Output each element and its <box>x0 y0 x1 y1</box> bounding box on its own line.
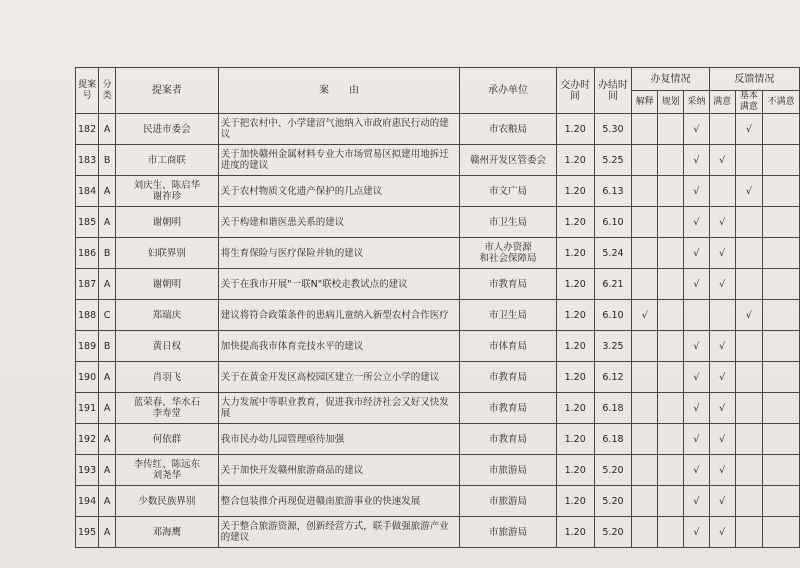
table-row <box>76 269 800 300</box>
row-assign-time: 1.20 <box>556 114 594 145</box>
row-unit: 市卫生局 <box>460 300 557 331</box>
row-basic-mark <box>735 207 763 238</box>
row-assign-time: 1.20 <box>556 362 594 393</box>
row-plan-mark <box>658 486 684 517</box>
row-case: 关于加快赣州金属材料专业大市场贸易区拟建用地拆迁进度的建议 <box>218 145 459 176</box>
row-adopt-mark: √ <box>683 331 709 362</box>
row-explain-mark <box>632 424 658 455</box>
row-adopt-mark: √ <box>683 269 709 300</box>
row-category: A <box>99 362 116 393</box>
row-category: A <box>99 176 116 207</box>
row-adopt-mark <box>683 300 709 331</box>
row-unit: 市旅游局 <box>460 486 557 517</box>
row-done-time: 6.18 <box>594 424 632 455</box>
row-id: 184 <box>76 176 99 207</box>
header-reply-group: 办复情况 <box>632 68 709 91</box>
row-case: 我市民办幼儿园管理亟待加强 <box>218 424 459 455</box>
row-basic-mark <box>735 238 763 269</box>
row-category: A <box>99 393 116 424</box>
row-unit: 市教育局 <box>460 393 557 424</box>
row-assign-time: 1.20 <box>556 517 594 548</box>
row-id: 190 <box>76 362 99 393</box>
row-satisfied-mark: √ <box>709 145 735 176</box>
row-basic-mark: √ <box>735 300 763 331</box>
row-proposer: 妇联界别 <box>116 238 219 269</box>
proposal-table <box>75 67 800 548</box>
row-case: 加快提高我市体育竞技水平的建议 <box>218 331 459 362</box>
row-unit: 市教育局 <box>460 424 557 455</box>
row-plan-mark <box>658 331 684 362</box>
row-case: 关于在我市开展"一联N"联校走教试点的建议 <box>218 269 459 300</box>
row-proposer: 郑瑞庆 <box>116 300 219 331</box>
row-basic-mark <box>735 269 763 300</box>
table-row <box>76 145 800 176</box>
header-id: 提案号 <box>76 68 99 114</box>
row-proposer: 少数民族界别 <box>116 486 219 517</box>
row-unsatisfied-mark <box>763 114 800 145</box>
row-assign-time: 1.20 <box>556 176 594 207</box>
row-id: 186 <box>76 238 99 269</box>
row-adopt-mark: √ <box>683 362 709 393</box>
table-row <box>76 114 800 145</box>
row-id: 187 <box>76 269 99 300</box>
row-category: A <box>99 455 116 486</box>
row-basic-mark <box>735 331 763 362</box>
row-id: 193 <box>76 455 99 486</box>
row-done-time: 5.20 <box>594 455 632 486</box>
row-case: 将生育保险与医疗保险并轨的建议 <box>218 238 459 269</box>
row-category: B <box>99 145 116 176</box>
row-id: 192 <box>76 424 99 455</box>
row-unsatisfied-mark <box>763 331 800 362</box>
row-explain-mark <box>632 207 658 238</box>
row-plan-mark <box>658 424 684 455</box>
row-done-time: 6.10 <box>594 207 632 238</box>
row-id: 191 <box>76 393 99 424</box>
row-explain-mark <box>632 331 658 362</box>
row-done-time: 6.13 <box>594 176 632 207</box>
row-unsatisfied-mark <box>763 455 800 486</box>
row-done-time: 5.24 <box>594 238 632 269</box>
row-basic-mark: √ <box>735 176 763 207</box>
row-unsatisfied-mark <box>763 145 800 176</box>
row-unit: 市体育局 <box>460 331 557 362</box>
row-satisfied-mark <box>709 176 735 207</box>
row-plan-mark <box>658 176 684 207</box>
row-id: 183 <box>76 145 99 176</box>
row-unsatisfied-mark <box>763 424 800 455</box>
row-unsatisfied-mark <box>763 269 800 300</box>
row-explain-mark <box>632 393 658 424</box>
row-done-time: 5.20 <box>594 517 632 548</box>
row-case: 大力发展中等职业教育，促进我市经济社会又好又快发展 <box>218 393 459 424</box>
row-plan-mark <box>658 145 684 176</box>
row-basic-mark <box>735 486 763 517</box>
row-unsatisfied-mark <box>763 393 800 424</box>
row-satisfied-mark: √ <box>709 207 735 238</box>
row-category: C <box>99 300 116 331</box>
table-row <box>76 207 800 238</box>
row-proposer: 蓝荣春、华水石 李寿堂 <box>116 393 219 424</box>
header-proposer: 提案者 <box>116 68 219 114</box>
row-category: B <box>99 331 116 362</box>
row-done-time: 6.12 <box>594 362 632 393</box>
table-row <box>76 486 800 517</box>
row-satisfied-mark: √ <box>709 393 735 424</box>
row-id: 185 <box>76 207 99 238</box>
row-case: 建议将符合政策条件的患病儿童纳入新型农村合作医疗 <box>218 300 459 331</box>
row-case: 关于在黄金开发区高校园区建立一所公立小学的建议 <box>218 362 459 393</box>
row-category: A <box>99 486 116 517</box>
row-unsatisfied-mark <box>763 517 800 548</box>
header-fb-basic: 基本满意 <box>735 91 763 114</box>
row-adopt-mark: √ <box>683 393 709 424</box>
row-assign-time: 1.20 <box>556 424 594 455</box>
row-assign-time: 1.20 <box>556 393 594 424</box>
row-id: 188 <box>76 300 99 331</box>
row-satisfied-mark: √ <box>709 455 735 486</box>
row-satisfied-mark: √ <box>709 486 735 517</box>
row-basic-mark: √ <box>735 114 763 145</box>
row-category: A <box>99 269 116 300</box>
table-row <box>76 300 800 331</box>
row-adopt-mark: √ <box>683 207 709 238</box>
header-fb-unsatisfied: 不满意 <box>763 91 800 114</box>
row-adopt-mark: √ <box>683 455 709 486</box>
row-case: 关于把农村中、小学建沼气池纳入市政府惠民行动的建议 <box>218 114 459 145</box>
table-row <box>76 362 800 393</box>
row-basic-mark <box>735 145 763 176</box>
row-explain-mark <box>632 269 658 300</box>
row-explain-mark <box>632 145 658 176</box>
row-done-time: 6.21 <box>594 269 632 300</box>
row-category: A <box>99 114 116 145</box>
row-plan-mark <box>658 362 684 393</box>
row-case: 整合包装推介再现促进赣南旅游事业的快速发展 <box>218 486 459 517</box>
row-category: A <box>99 207 116 238</box>
row-unit: 市教育局 <box>460 362 557 393</box>
row-unit: 市农粮局 <box>460 114 557 145</box>
row-done-time: 6.18 <box>594 393 632 424</box>
header-unit: 承办单位 <box>460 68 557 114</box>
row-assign-time: 1.20 <box>556 455 594 486</box>
row-explain-mark <box>632 176 658 207</box>
header-done-time: 办结时间 <box>594 68 632 114</box>
row-explain-mark <box>632 238 658 269</box>
row-satisfied-mark <box>709 300 735 331</box>
row-id: 189 <box>76 331 99 362</box>
row-unit: 市卫生局 <box>460 207 557 238</box>
row-satisfied-mark: √ <box>709 238 735 269</box>
header-category: 分类 <box>99 68 116 114</box>
row-satisfied-mark: √ <box>709 331 735 362</box>
row-unsatisfied-mark <box>763 362 800 393</box>
row-assign-time: 1.20 <box>556 145 594 176</box>
row-satisfied-mark: √ <box>709 269 735 300</box>
row-proposer: 黄日权 <box>116 331 219 362</box>
row-adopt-mark: √ <box>683 114 709 145</box>
table-row <box>76 176 800 207</box>
row-basic-mark <box>735 362 763 393</box>
header-feedback-group: 反馈情况 <box>709 68 799 91</box>
row-plan-mark <box>658 455 684 486</box>
header-reply-plan: 规划 <box>658 91 684 114</box>
row-category: B <box>99 238 116 269</box>
table-row <box>76 238 800 269</box>
row-explain-mark <box>632 114 658 145</box>
row-unit: 市旅游局 <box>460 517 557 548</box>
table-row <box>76 424 800 455</box>
row-adopt-mark: √ <box>683 176 709 207</box>
row-basic-mark <box>735 517 763 548</box>
header-assign-time: 交办时间 <box>556 68 594 114</box>
row-id: 194 <box>76 486 99 517</box>
row-proposer: 谢朝明 <box>116 207 219 238</box>
row-explain-mark <box>632 455 658 486</box>
row-id: 182 <box>76 114 99 145</box>
row-plan-mark <box>658 114 684 145</box>
row-proposer: 民进市委会 <box>116 114 219 145</box>
row-explain-mark: √ <box>632 300 658 331</box>
row-proposer: 邓海鹰 <box>116 517 219 548</box>
row-unsatisfied-mark <box>763 300 800 331</box>
table-row <box>76 455 800 486</box>
row-assign-time: 1.20 <box>556 207 594 238</box>
row-unit: 市旅游局 <box>460 455 557 486</box>
row-case: 关于加快开发赣州旅游商品的建议 <box>218 455 459 486</box>
row-plan-mark <box>658 393 684 424</box>
row-explain-mark <box>632 486 658 517</box>
row-assign-time: 1.20 <box>556 269 594 300</box>
row-proposer: 肖羽飞 <box>116 362 219 393</box>
row-plan-mark <box>658 207 684 238</box>
row-plan-mark <box>658 517 684 548</box>
row-done-time: 3.25 <box>594 331 632 362</box>
table-row <box>76 331 800 362</box>
row-assign-time: 1.20 <box>556 238 594 269</box>
row-adopt-mark: √ <box>683 517 709 548</box>
row-unit: 市文广局 <box>460 176 557 207</box>
row-done-time: 5.25 <box>594 145 632 176</box>
row-id: 195 <box>76 517 99 548</box>
row-satisfied-mark <box>709 114 735 145</box>
row-category: A <box>99 424 116 455</box>
row-assign-time: 1.20 <box>556 486 594 517</box>
row-plan-mark <box>658 269 684 300</box>
table-row <box>76 393 800 424</box>
row-unsatisfied-mark <box>763 486 800 517</box>
row-satisfied-mark: √ <box>709 362 735 393</box>
row-satisfied-mark: √ <box>709 517 735 548</box>
row-unit: 市教育局 <box>460 269 557 300</box>
row-assign-time: 1.20 <box>556 300 594 331</box>
row-case: 关于构建和谐医患关系的建议 <box>218 207 459 238</box>
row-unsatisfied-mark <box>763 207 800 238</box>
row-done-time: 5.20 <box>594 486 632 517</box>
row-adopt-mark: √ <box>683 486 709 517</box>
row-done-time: 6.10 <box>594 300 632 331</box>
row-proposer: 谢朝明 <box>116 269 219 300</box>
header-case: 案 由 <box>218 68 459 114</box>
row-adopt-mark: √ <box>683 424 709 455</box>
row-proposer: 何依群 <box>116 424 219 455</box>
row-unit: 赣州开发区管委会 <box>460 145 557 176</box>
row-proposer: 市工商联 <box>116 145 219 176</box>
row-adopt-mark: √ <box>683 145 709 176</box>
row-basic-mark <box>735 393 763 424</box>
row-proposer: 刘庆生、陈启华 谢祚珍 <box>116 176 219 207</box>
row-case: 关于整合旅游资源，创新经营方式，联手做强旅游产业的建议 <box>218 517 459 548</box>
row-basic-mark <box>735 424 763 455</box>
row-unsatisfied-mark <box>763 238 800 269</box>
row-unsatisfied-mark <box>763 176 800 207</box>
row-plan-mark <box>658 238 684 269</box>
row-explain-mark <box>632 517 658 548</box>
table-row <box>76 517 800 548</box>
row-plan-mark <box>658 300 684 331</box>
header-fb-satisfied: 满意 <box>709 91 735 114</box>
row-satisfied-mark: √ <box>709 424 735 455</box>
row-done-time: 5.30 <box>594 114 632 145</box>
row-category: A <box>99 517 116 548</box>
header-reply-explain: 解释 <box>632 91 658 114</box>
row-adopt-mark: √ <box>683 238 709 269</box>
row-proposer: 李传红、陈远东 刘尧华 <box>116 455 219 486</box>
header-reply-adopt: 采纳 <box>683 91 709 114</box>
row-assign-time: 1.20 <box>556 331 594 362</box>
row-case: 关于农村物质文化遗产保护的几点建议 <box>218 176 459 207</box>
row-basic-mark <box>735 455 763 486</box>
row-unit: 市人办资源 和社会保障局 <box>460 238 557 269</box>
row-explain-mark <box>632 362 658 393</box>
